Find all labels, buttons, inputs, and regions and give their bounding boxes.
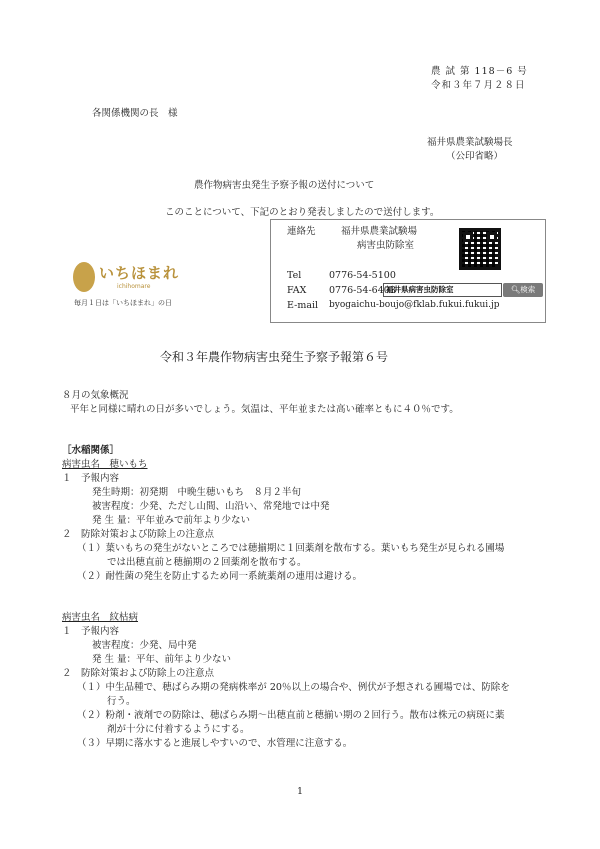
pest2-note1a: （１）中生品種で、穂ばらみ期の発病株率が 20％以上の場合や、例伏が予想される圃場では、防除を: [77, 682, 510, 693]
ichihomare-logo-icon: [73, 262, 95, 292]
pest2-note3: （３）早期に落水すると進展しやすいので、水管理に注意する。: [77, 738, 353, 749]
email-label: E-mail: [287, 300, 319, 311]
document-number: 農 試 第 118－6 号: [431, 66, 528, 77]
email-address[interactable]: byogaichu-boujo@fklab.fukui.fukui.jp: [329, 300, 500, 310]
pest1-note2: （２）耐性菌の発生を防止するため同一系統薬剤の連用は避ける。: [77, 571, 363, 582]
logo-subtext: ichihomare: [117, 283, 151, 290]
pest2-item1: １ 予報内容: [62, 626, 120, 637]
pest2-note1b: 行う。: [107, 696, 136, 707]
weather-body: 平年と同様に晴れの日が多いでしょう。気温は、平年並または高い確率ともに４０％です。: [70, 404, 459, 415]
search-button[interactable]: [503, 283, 543, 297]
tel-label: Tel: [287, 270, 302, 281]
contact-dept: 病害虫防除室: [357, 240, 415, 251]
magnifier-icon: 🔍︎: [510, 285, 521, 294]
contact-org: 福井県農業試験場: [341, 226, 418, 237]
logo-text: いちほまれ: [99, 264, 180, 282]
contact-label: 連絡先: [287, 226, 316, 237]
page-number: 1: [297, 786, 304, 797]
pest2-amount: 発 生 量：平年、前年より少ない: [92, 654, 232, 665]
pest1-item2: ２ 防除対策および防除上の注意点: [62, 529, 215, 540]
qr-code-icon[interactable]: [459, 228, 501, 270]
report-title: 令和３年農作物病害虫発生予察予報第６号: [160, 350, 389, 364]
pest1-note1a: （１）葉いもちの発生がないところでは穂揃期に１回薬剤を散布する。葉いもち発生が見られる圃場: [77, 543, 505, 554]
pest1-name: 病害虫名 穂いもち: [62, 459, 148, 470]
addressee: 各関係機関の長 様: [92, 108, 178, 119]
pest1-timing: 発生時期：初発期 中晩生穂いもち ８月２半旬: [92, 487, 302, 498]
search-banner[interactable]: [383, 283, 543, 297]
logo-caption: 毎月１日は「いちほまれ」の日: [74, 299, 172, 307]
sender: 福井県農業試験場長: [427, 137, 513, 148]
intro-text: このことについて、下記のとおり発表しましたので送付します。: [165, 207, 440, 218]
pest1-amount: 発 生 量：平年並みで前年より少ない: [92, 515, 251, 526]
pest2-note2a: （２）粉剤・液剤での防除は、穂ばらみ期～出穂直前と穂揃い期の２回行う。散布は株元の病斑に薬: [77, 710, 505, 721]
pest1-degree: 被害程度：少発、ただし山間、山沿い、常発地では中発: [92, 501, 330, 512]
tel-number: 0776-54-5100: [329, 270, 396, 281]
contact-box: [270, 219, 546, 323]
weather-heading: ８月の気象概況: [62, 390, 129, 401]
pest2-name: 病害虫名 紋枯病: [62, 612, 139, 623]
pest2-item2: ２ 防除対策および防除上の注意点: [62, 668, 215, 679]
document-date: 令和３年７月２８日: [431, 80, 526, 91]
subject: 農作物病害虫発生予察予報の送付について: [194, 180, 375, 191]
fax-label: FAX: [287, 285, 307, 296]
seal-note: （公印省略）: [446, 151, 504, 162]
fax-number: 0776-54-6403: [329, 285, 396, 296]
pest2-degree: 被害程度：少発、局中発: [92, 640, 197, 651]
pest1-item1: １ 予報内容: [62, 473, 120, 484]
rice-section-heading: ［水稲関係］: [62, 445, 120, 456]
search-field[interactable]: 福井県病害虫防除室: [383, 283, 502, 297]
search-button-label: 検索: [520, 285, 536, 294]
pest1-note1b: では出穂直前と穂揃期の２回薬剤を散布する。: [107, 557, 307, 568]
pest2-note2b: 剤が十分に付着するようにする。: [107, 724, 250, 735]
